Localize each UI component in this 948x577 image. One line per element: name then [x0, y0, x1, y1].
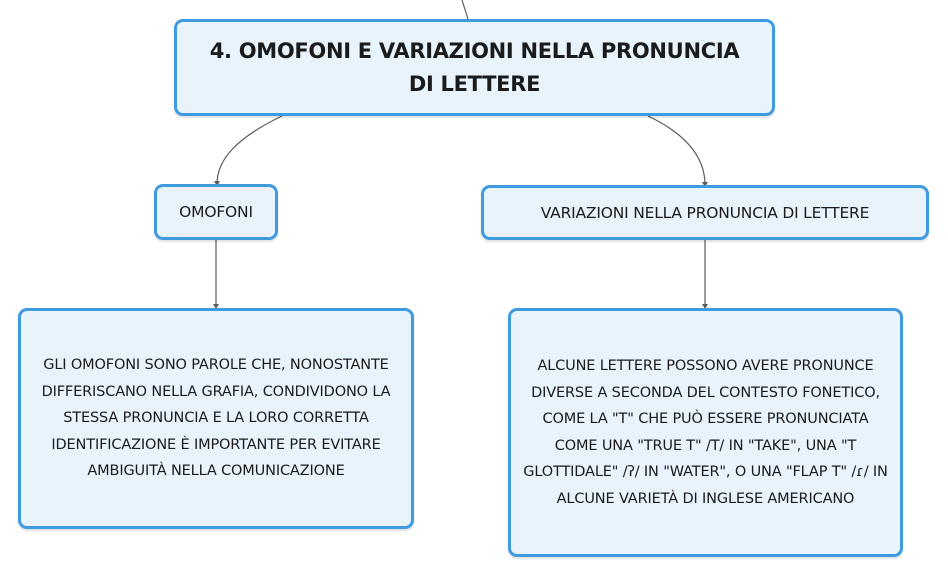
- central-topic-title: 4. OMOFONI E VARIAZIONI NELLA PRONUNCIA DI LETTERE: [209, 38, 740, 96]
- central-topic-node[interactable]: [174, 19, 775, 116]
- connector-main-to-omofoni: [217, 116, 282, 184]
- detail-text-omofoni: GLI OMOFONI SONO PAROLE CHE, NONOSTANTE DIFFERISCANO NELLA GRAFIA, CONDIVIDONO LA STESSA PRONUNCIA E LA LORO CORRETTA IDENTIFICAZIONE È IMPORTANTE PER EVITARE AMBIGUITÀ NELLA COMUNICAZIONE: [41, 357, 391, 480]
- detail-node-omofoni[interactable]: [18, 308, 414, 529]
- subtopic-label-variazioni: VARIAZIONI NELLA PRONUNCIA DI LETTERE: [540, 203, 870, 222]
- connector-main-to-variazioni: [648, 116, 705, 185]
- subtopic-node-omofoni[interactable]: [154, 184, 278, 240]
- subtopic-node-variazioni[interactable]: [481, 185, 929, 240]
- detail-node-variazioni[interactable]: [508, 308, 903, 557]
- detail-text-variazioni: ALCUNE LETTERE POSSONO AVERE PRONUNCE DIVERSE A SECONDA DEL CONTESTO FONETICO, COME LA "T" CHE PUÒ ESSERE PRONUNCIATA COME UNA "TRUE T" /T/ IN "TAKE", UNA "T GLOTTIDALE" /ʔ/ IN "WATER", O UNA "FLAP T" /ɾ/ IN ALCUNE VARIETÀ DI INGLESE AMERICANO: [523, 358, 888, 507]
- connector-parent-to-main: [462, 0, 468, 19]
- subtopic-label-omofoni: OMOFONI: [179, 203, 253, 221]
